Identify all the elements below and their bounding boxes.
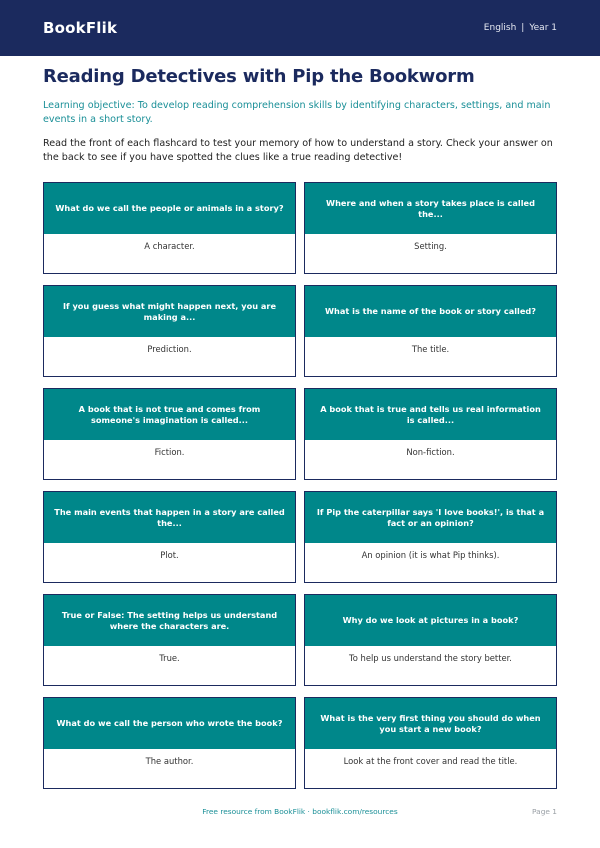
flashcard[interactable] xyxy=(304,285,557,377)
flashcard-front: A book that is true and tells us real information is called... xyxy=(305,389,556,440)
flashcard[interactable] xyxy=(304,697,557,789)
flashcard[interactable] xyxy=(43,594,296,686)
flashcard-back: Prediction. xyxy=(44,337,295,376)
meta-separator: | xyxy=(521,23,525,33)
flashcard[interactable] xyxy=(43,285,296,377)
brand-logo[interactable]: BookFlik xyxy=(43,19,118,37)
flashcard-back: Setting. xyxy=(305,234,556,273)
learning-objective: Learning objective: To develop reading comprehension skills by identifying characters, settings, and main events in a short story. xyxy=(43,100,551,125)
flashcard-front: What is the very first thing you should do when you start a new book? xyxy=(305,698,556,749)
flashcard-back: Look at the front cover and read the title. xyxy=(305,749,556,788)
flashcard-back: The title. xyxy=(305,337,556,376)
subject-year-label xyxy=(484,23,557,33)
flashcard-back: Fiction. xyxy=(44,440,295,479)
page-title: Reading Detectives with Pip the Bookworm xyxy=(43,66,475,87)
flashcard-back: An opinion (it is what Pip thinks). xyxy=(305,543,556,582)
flashcard-back: Non-fiction. xyxy=(305,440,556,479)
year-label: Year 1 xyxy=(529,23,557,33)
flashcard[interactable] xyxy=(43,388,296,480)
subject-label: English xyxy=(483,23,517,33)
footer-credit-link[interactable]: Free resource from BookFlik · bookflik.com/resources xyxy=(202,807,398,816)
flashcard-front: What do we call the person who wrote the book? xyxy=(44,698,295,749)
flashcard-front: If Pip the caterpillar says 'I love books!', is that a fact or an opinion? xyxy=(305,492,556,543)
flashcard-grid xyxy=(43,182,557,789)
flashcard[interactable] xyxy=(304,491,557,583)
flashcard[interactable] xyxy=(43,697,296,789)
flashcard-back: To help us understand the story better. xyxy=(305,646,556,685)
flashcard[interactable] xyxy=(304,182,557,274)
flashcard-front: What is the name of the book or story called? xyxy=(305,286,556,337)
flashcard[interactable] xyxy=(304,388,557,480)
flashcard-back: A character. xyxy=(44,234,295,273)
flashcard-back: The author. xyxy=(44,749,295,788)
flashcard-front: Why do we look at pictures in a book? xyxy=(305,595,556,646)
flashcard-front: True or False: The setting helps us understand where the characters are. xyxy=(44,595,295,646)
flashcard-back: True. xyxy=(44,646,295,685)
instructions: Read the front of each flashcard to test your memory of how to understand a story. Check your answer on the back to see if you have spotted the clues like a true reading detective! xyxy=(43,138,553,163)
flashcard-back: Plot. xyxy=(44,543,295,582)
top-banner xyxy=(0,0,600,56)
flashcard[interactable] xyxy=(43,491,296,583)
page-footer xyxy=(0,807,600,821)
flashcard-front: What do we call the people or animals in a story? xyxy=(44,183,295,234)
page-number: Page 1 xyxy=(532,807,557,816)
flashcard-front: The main events that happen in a story are called the... xyxy=(44,492,295,543)
flashcard-front: Where and when a story takes place is called the... xyxy=(305,183,556,234)
flashcard-front: If you guess what might happen next, you are making a... xyxy=(44,286,295,337)
flashcard-front: A book that is not true and comes from someone's imagination is called... xyxy=(44,389,295,440)
flashcard[interactable] xyxy=(43,182,296,274)
flashcard[interactable] xyxy=(304,594,557,686)
